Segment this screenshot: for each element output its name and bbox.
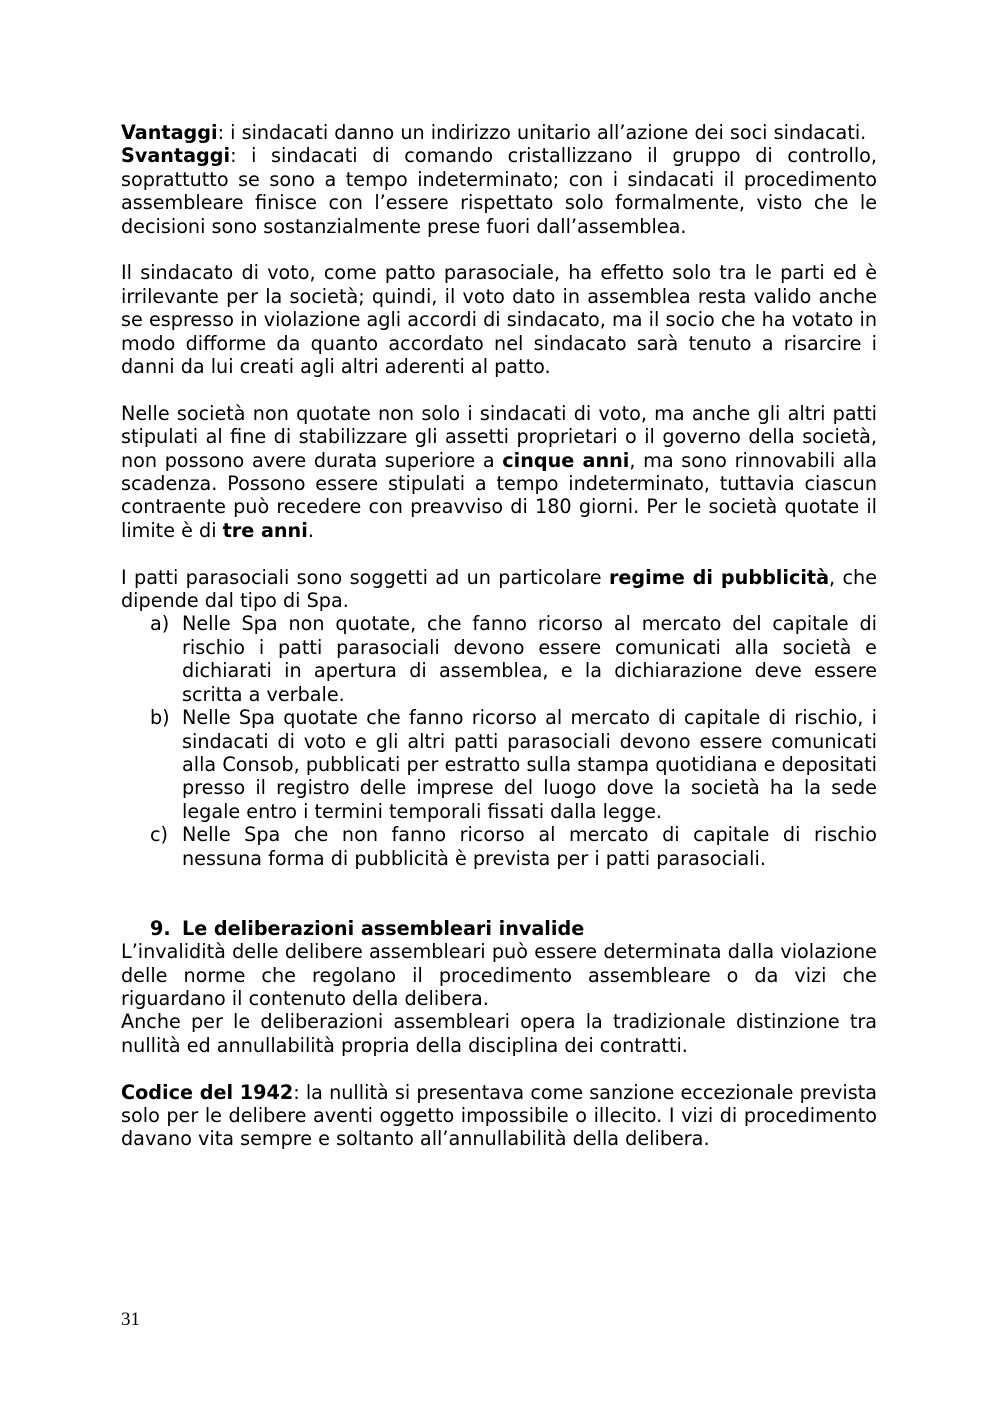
page-body <box>121 121 877 1151</box>
bold-term: tre anni <box>222 518 308 542</box>
spacer <box>121 1057 877 1080</box>
paragraph-svantaggi <box>121 144 877 238</box>
paragraph-sindacato-di-voto: Il sindacato di voto, come patto parasociale, ha effetto solo tra le parti ed è irrilevante per la società; quindi, il voto dato in assemblea resta valido anche se espresso in violazione agli accordi di sindacato, ma il socio che ha votato in modo difforme da quanto accordato nel sindacato sarà tenuto a risarcire i danni da lui creati agli altri aderenti al patto. <box>121 261 877 379</box>
paragraph-text: , che dipende dal tipo di Spa. <box>121 565 878 613</box>
list-item <box>121 612 877 706</box>
paragraph-text: Nelle società non quotate non solo i sindacati di voto, ma anche gli altri patti stipulati al fine di stabilizzare gli assetti proprietari o il governo della società, non possono avere durata superiore a <box>121 401 877 472</box>
list-marker: c) <box>150 823 169 847</box>
spacer <box>121 870 877 917</box>
paragraph-pubblicita <box>121 566 877 613</box>
spacer <box>121 378 877 401</box>
paragraph-text: I patti parasociali sono soggetti ad un particolare <box>121 565 609 589</box>
paragraph-codice-1942 <box>121 1081 877 1151</box>
paragraph-invalidita: L’invalidità delle delibere assembleari può essere determinata dalla violazione delle norme che regolano il procedimento assembleare o da vizi che riguardano il contenuto della delibera. <box>121 940 877 1010</box>
paragraph-durata-patti <box>121 402 877 542</box>
list-item-text: Nelle Spa non quotate, che fanno ricorso al mercato del capitale di rischio i patti parasociali devono essere comunicati alla società e dichiarati in apertura di assemblea, e la dichiarazione deve essere scritta a verbale. <box>182 612 877 706</box>
list-item-text: Nelle Spa quotate che fanno ricorso al mercato di capitale di rischio, i sindacati di voto e gli altri patti parasociali devono essere comunicati alla Consob, pubblicati per estratto sulla stampa quotidiana e depositati presso il registro delle imprese del luogo dove la società ha la sede legale entro i termini temporali fissati dalla legge. <box>182 706 877 823</box>
spacer <box>121 238 877 261</box>
list-item-text: Nelle Spa che non fanno ricorso al mercato di capitale di rischio nessuna forma di pubblicità è prevista per i patti parasociali. <box>182 823 877 870</box>
list-marker: b) <box>150 706 170 730</box>
section-heading <box>121 917 877 940</box>
list-item <box>121 706 877 823</box>
paragraph-distinzione: Anche per le deliberazioni assembleari opera la tradizionale distinzione tra nullità ed annullabilità propria della disciplina dei contratti. <box>121 1010 877 1057</box>
list-marker: a) <box>150 612 170 636</box>
paragraph-text: , ma sono rinnovabili alla scadenza. Possono essere stipulati a tempo indeterminato, tuttavia ciascun contraente può recedere con preavviso di 180 giorni. Per le società quotate il limite è di <box>121 448 878 542</box>
bold-term: Svantaggi <box>121 144 231 168</box>
section-title: Le deliberazioni assembleari invalide <box>182 916 585 940</box>
bold-term: cinque anni <box>502 448 630 472</box>
paragraph-text: : la nullità si presentava come sanzione eccezionale prevista solo per le delibere aventi oggetto impossibile o illecito. I vizi di procedimento davano vita sempre e soltanto all’annullabilità della delibera. <box>121 1080 877 1151</box>
page-number: 31 <box>121 1309 140 1330</box>
paragraph-vantaggi <box>121 121 877 144</box>
bold-term: regime di pubblicità <box>608 565 830 589</box>
spacer <box>121 542 877 565</box>
paragraph-text: : i sindacati di comando cristallizzano il gruppo di controllo, soprattutto se sono a tempo indeterminato; con i sindacati il procedimento assembleare finisce con l’essere rispettato solo formalmente, visto che le decisioni sono sostanzialmente prese fuori dall’assemblea. <box>121 144 877 238</box>
bold-term: Codice del 1942 <box>121 1080 294 1104</box>
bold-term: Vantaggi <box>121 121 218 144</box>
section-number: 9. <box>150 916 171 940</box>
paragraph-text: . <box>307 518 314 542</box>
list-item <box>121 823 877 870</box>
pubblicita-list <box>121 612 877 869</box>
paragraph-text: : i sindacati danno un indirizzo unitario all’azione dei soci sindacati. <box>217 121 867 144</box>
